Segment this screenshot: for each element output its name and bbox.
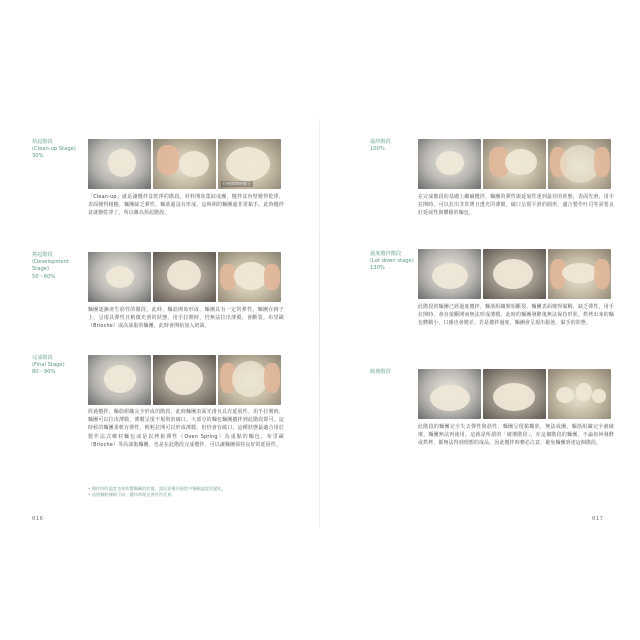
stage-percent: 100% [370, 146, 385, 153]
photo-mixer-bowl [418, 139, 481, 189]
stage-subtitle: (Clean-up Stage) [32, 146, 76, 153]
stage-percent: 80～90% [32, 369, 56, 376]
stage-paragraph-development: 麵團逐漸產生筋性的階段。此時，麵筋開始形成，麵團具有一定的彈性。麵團在鉤子上，呈現具彈性且稍微光滑的狀態。用手拉開時，仍無法拉出薄膜，會斷裂。布里歐（Brioche）或高油脂的麵團，此時會開始加入奶油。 [88, 307, 284, 330]
stage-name: 破壞階段 [370, 369, 391, 375]
photo-row-break-down [418, 369, 611, 419]
stage-label-let-down [370, 251, 420, 273]
stage-name: 完成階段 [32, 355, 53, 361]
stage-name: 過度攪拌階段 [370, 251, 402, 257]
photo-row-final-full [418, 139, 611, 189]
photo-dough-hook [153, 252, 216, 302]
footnotes [88, 486, 284, 499]
photo-dough-stretch [218, 139, 281, 189]
photo-dough-hand [483, 139, 546, 189]
photo-mixer-bowl [88, 252, 151, 302]
stage-name: 最終階段 [370, 139, 391, 145]
stage-label-final [32, 355, 82, 377]
footnote: • 攪拌時的溫度也會影響麵團的狀態，請留意攪拌過程中麵團溫度的變化。 [88, 486, 284, 492]
photo-dough-stretch [548, 249, 611, 299]
photo-row-let-down [418, 249, 611, 299]
photo-dough-stretch [218, 252, 281, 302]
book-gutter [319, 118, 320, 528]
stage-name: 捲起階段 [32, 252, 53, 258]
photo-dough-windowpane [218, 355, 281, 405]
page-number-left: 016 [32, 516, 44, 522]
stage-percent: 130% [370, 265, 385, 272]
photo-mixer-bowl [418, 249, 481, 299]
photo-row-development [88, 252, 281, 302]
stage-paragraph-final: 經過攪拌，麵筋組織完全形成的階段，此時麵團表面光滑且具有延展性，用手拉開時，麵團可以拉出薄膜，薄膜呈現不規則的破口。大部分的麵包麵團攪拌到此階段即可。這時候的麵團柔軟有彈性，輕輕拉開可以形成薄膜，但仍會有破口。這種狀態最適合用於製作法式鄉村麵包或是以烤箱彈性（Oven Spring）為重點的麵包。布里歐（Brioche）等高油脂麵團，也是在此階段完成攪拌，可以讓麵團保持良好的延展性。 [88, 409, 284, 448]
stage-subtitle: (Final Stage) [32, 362, 65, 369]
photo-row-final [88, 355, 281, 405]
photo-row-clean-up [88, 139, 281, 189]
photo-dough-hook [483, 249, 546, 299]
stage-percent: 50～60% [32, 273, 56, 280]
stage-label-break-down [370, 369, 420, 376]
stage-paragraph-break-down: 此階段的麵團完全失去彈性與筋性，麵團呈現黏糊狀，無法成團。麵筋組織完全被破壞，麵團無法再使用。這就是所謂的「破壞階段」。在這個階段的麵團，不論如何發酵或烘烤，都無法得到理想的成品，因此攪拌時務必注意，避免麵團到達這個階段。 [418, 424, 614, 447]
stage-paragraph-final-full: 在完成階段的基礎上繼續攪拌，麵團的彈性與延展性達到最佳的狀態，表面光滑，用手拉開時，可以拉出非常薄且透光的薄膜，破口呈現平滑的圓形。適合製作吐司等需要良好延展性與體積的麵包。 [418, 194, 614, 217]
stage-name: 拾起階段 [32, 139, 53, 145]
stage-label-development [32, 252, 82, 281]
page-number-right: 017 [592, 516, 604, 522]
photo-mixer-bowl [88, 139, 151, 189]
photo-dough-windowpane [548, 139, 611, 189]
stage-label-final-full [370, 139, 420, 153]
photo-mixer-bowl [88, 355, 151, 405]
stage-percent: 30% [32, 153, 44, 160]
photo-mixer-bowl [418, 369, 481, 419]
photo-dough-hand [153, 139, 216, 189]
stage-paragraph-let-down: 此階段的麵團已經過度攪拌，麵筋組織開始斷裂，麵團表面變得黏稠、缺乏彈性，用手拉開時，會直接斷開而無法形成薄膜。此時的麵團發酵後無法保持形狀，烘烤出來的麵包體積小，口感也會變差。若是攪拌過度，麵團會呈現出鬆弛、黏手的狀態。 [418, 304, 614, 327]
stage-subtitle: (Development Stage) [32, 259, 69, 273]
photo-dough-broken [548, 369, 611, 419]
footnote: • 依照麵粉種類不同，攪拌時間也會有所差異。 [88, 492, 284, 498]
photo-caption: 拉展開時的樣子 [223, 181, 251, 186]
stage-subtitle: (Let down stage) [370, 258, 414, 265]
stage-label-clean-up [32, 139, 82, 161]
photo-dough-hook [153, 355, 216, 405]
stage-paragraph-clean-up: 「Clean-up」就是讓攪拌盆乾淨的階段。材料開始集結成團，攪拌盆內壁變得乾淨，表面變得粗糙，麵團缺乏彈性，麵筋還沒有形成，這時期的麵團還非常黏手。此時攪拌盆就變乾淨了，所以稱為拾起階段。 [88, 194, 284, 217]
photo-dough-hook [483, 369, 546, 419]
